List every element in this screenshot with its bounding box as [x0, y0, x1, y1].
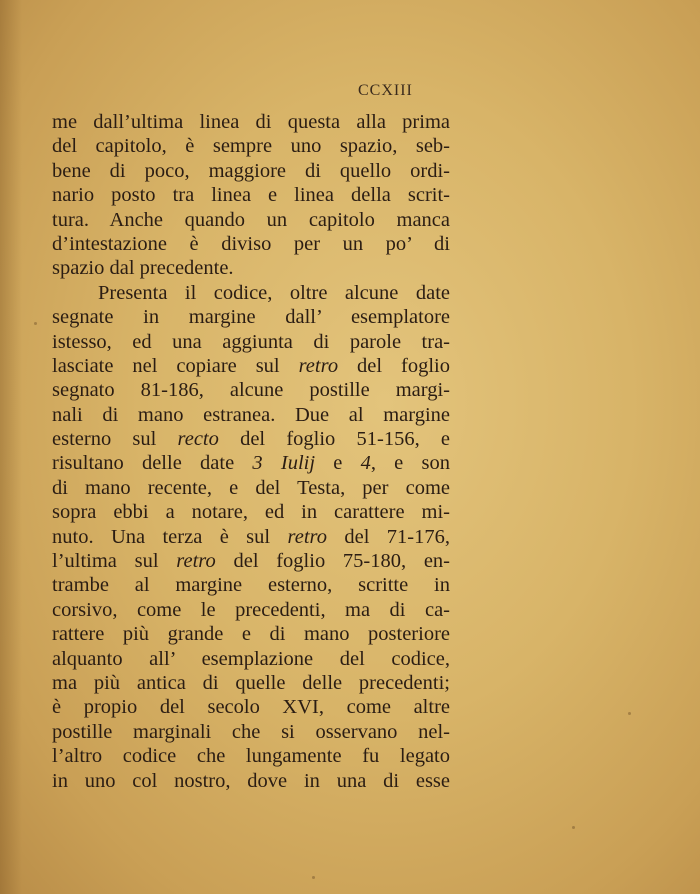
paper-speck	[34, 322, 37, 325]
text-line	[52, 378, 450, 402]
text-segment: postille marginali che si osservano nel-	[52, 720, 450, 743]
text-line	[52, 769, 450, 793]
text-segment: del 71-176,	[326, 525, 450, 548]
text-segment: del capitolo, è sempre uno spazio, seb-	[52, 135, 450, 158]
text-segment: l’ultima sul	[52, 550, 177, 573]
text-segment: segnate in margine dall’ esemplatore	[52, 306, 450, 329]
text-segment: risultano delle date	[52, 452, 253, 475]
text-segment: esterno sul	[52, 428, 178, 451]
text-segment: del foglio	[338, 354, 451, 377]
text-line	[52, 232, 450, 256]
text-segment: nario posto tra linea e linea della scrit-	[52, 184, 450, 207]
text-segment: corsivo, come le precedenti, ma di ca-	[52, 598, 450, 621]
body-text	[52, 110, 450, 793]
text-segment: alquanto all’ esemplazione del codice,	[52, 647, 450, 670]
text-line	[52, 159, 450, 183]
italic-text: 4	[360, 452, 371, 475]
italic-text: retro	[287, 525, 327, 548]
text-line	[52, 671, 450, 695]
text-segment: sopra ebbi a notare, ed in carattere mi-	[52, 501, 450, 524]
text-line	[52, 695, 450, 719]
text-line	[52, 305, 450, 329]
text-line	[52, 647, 450, 671]
text-line	[52, 427, 450, 451]
text-line	[52, 451, 450, 475]
text-line	[52, 476, 450, 500]
text-line	[52, 573, 450, 597]
page-number-header: CCXIII	[358, 82, 413, 99]
text-line	[52, 110, 450, 134]
text-segment: l’altro codice che lungamente fu legato	[52, 745, 450, 768]
text-line	[52, 208, 450, 232]
text-line	[52, 134, 450, 158]
paper-speck	[572, 826, 575, 829]
text-line	[52, 622, 450, 646]
text-line	[52, 525, 450, 549]
text-line	[52, 744, 450, 768]
text-segment: e	[315, 452, 361, 475]
text-segment: rattere più grande e di mano posteriore	[52, 623, 450, 646]
text-segment: ma più antica di quelle delle precedenti;	[52, 671, 450, 694]
text-line	[52, 183, 450, 207]
text-segment: nali di mano estranea. Due al margine	[52, 403, 450, 426]
text-segment: tura. Anche quando un capitolo manca	[52, 208, 450, 231]
text-segment: nuto. Una terza è sul	[52, 525, 288, 548]
text-segment: Presenta il codice, oltre alcune date	[98, 281, 450, 304]
text-segment: segnato 81-186, alcune postille margi-	[52, 379, 450, 402]
text-line	[52, 403, 450, 427]
text-line	[52, 598, 450, 622]
text-segment: , e son	[370, 452, 450, 475]
text-segment: del foglio 75-180, en-	[215, 550, 451, 573]
text-segment: trambe al margine esterno, scritte in	[52, 574, 450, 597]
text-segment: del foglio 51-156, e	[218, 428, 450, 451]
text-segment: spazio dal precedente.	[52, 257, 234, 280]
italic-text: retro	[176, 550, 216, 573]
page-gutter-shadow	[0, 0, 22, 894]
text-segment: lasciate nel copiare sul	[52, 354, 299, 377]
italic-text: recto	[177, 428, 219, 451]
text-segment: è propio del secolo XVI, come altre	[52, 696, 450, 719]
text-segment: di mano recente, e del Testa, per come	[52, 476, 450, 499]
text-segment: istesso, ed una aggiunta di parole tra-	[52, 330, 450, 353]
text-line	[52, 720, 450, 744]
text-line	[52, 256, 450, 280]
text-segment: in uno col nostro, dove in una di esse	[52, 769, 450, 792]
paper-speck	[312, 876, 315, 879]
italic-text: 3 Iulij	[252, 452, 316, 475]
italic-text: retro	[298, 354, 339, 377]
text-line	[52, 281, 450, 305]
paper-speck	[628, 712, 631, 715]
text-segment: d’intestazione è diviso per un po’ di	[52, 232, 450, 255]
text-line	[52, 500, 450, 524]
text-line	[52, 330, 450, 354]
text-segment: bene di poco, maggiore di quello ordi-	[52, 159, 450, 182]
text-segment: me dall’ultima linea di questa alla prima	[52, 111, 450, 133]
text-line	[52, 354, 450, 378]
text-line	[52, 549, 450, 573]
